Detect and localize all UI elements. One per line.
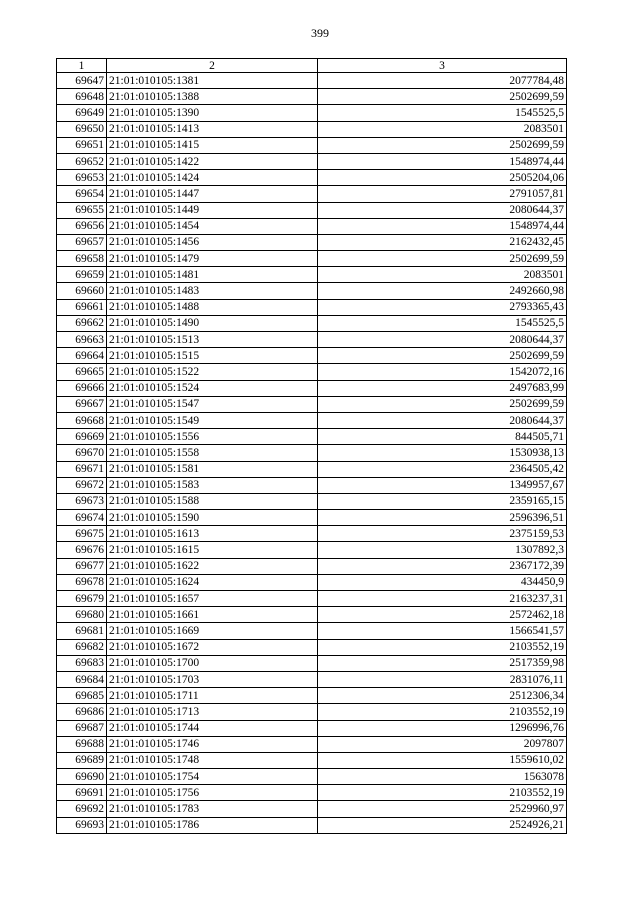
cadastral-number-cell: 21:01:010105:1454 [107, 218, 318, 234]
table-row [57, 332, 567, 348]
row-number-cell: 69674 [57, 510, 107, 526]
cadastral-number-cell: 21:01:010105:1711 [107, 688, 318, 704]
cadastral-number-cell: 21:01:010105:1703 [107, 671, 318, 687]
row-number-cell: 69692 [57, 801, 107, 817]
cadastral-value-cell: 2572462,18 [318, 607, 567, 623]
table-row [57, 801, 567, 817]
cadastral-value-cell: 2080644,37 [318, 412, 567, 428]
table-row [57, 558, 567, 574]
row-number-cell: 69660 [57, 283, 107, 299]
cadastral-number-cell: 21:01:010105:1456 [107, 234, 318, 250]
cadastral-value-cell: 1563078 [318, 769, 567, 785]
cadastral-number-cell: 21:01:010105:1415 [107, 137, 318, 153]
table-row [57, 89, 567, 105]
row-number-cell: 69667 [57, 396, 107, 412]
cadastral-value-cell: 1545525,5 [318, 315, 567, 331]
cadastral-value-cell: 1566541,57 [318, 623, 567, 639]
cadastral-number-cell: 21:01:010105:1700 [107, 655, 318, 671]
row-number-cell: 69675 [57, 526, 107, 542]
cadastral-number-cell: 21:01:010105:1581 [107, 461, 318, 477]
cadastral-value-cell: 2359165,15 [318, 493, 567, 509]
table-row [57, 639, 567, 655]
cadastral-value-cell: 2791057,81 [318, 186, 567, 202]
table-row [57, 769, 567, 785]
row-number-cell: 69676 [57, 542, 107, 558]
cadastral-number-cell: 21:01:010105:1424 [107, 170, 318, 186]
cadastral-value-cell: 2512306,34 [318, 688, 567, 704]
table-row [57, 170, 567, 186]
row-number-cell: 69685 [57, 688, 107, 704]
table-row [57, 73, 567, 89]
cadastral-number-cell: 21:01:010105:1615 [107, 542, 318, 558]
table-row [57, 785, 567, 801]
page-number: 399 [311, 26, 329, 40]
cadastral-value-cell: 2083501 [318, 121, 567, 137]
table-row [57, 704, 567, 720]
cadastral-value-cell: 2502699,59 [318, 251, 567, 267]
table-row [57, 121, 567, 137]
table-row [57, 688, 567, 704]
cadastral-number-cell: 21:01:010105:1786 [107, 817, 318, 833]
table-row [57, 445, 567, 461]
row-number-cell: 69687 [57, 720, 107, 736]
cadastral-number-cell: 21:01:010105:1422 [107, 153, 318, 169]
row-number-cell: 69691 [57, 785, 107, 801]
column-header-1: 1 [57, 59, 107, 73]
cadastral-number-cell: 21:01:010105:1522 [107, 364, 318, 380]
row-number-cell: 69673 [57, 493, 107, 509]
table-row [57, 105, 567, 121]
cadastral-value-cell: 2502699,59 [318, 137, 567, 153]
cadastral-value-cell: 2505204,06 [318, 170, 567, 186]
table-body [57, 73, 567, 834]
cadastral-number-cell: 21:01:010105:1381 [107, 73, 318, 89]
cadastral-number-cell: 21:01:010105:1713 [107, 704, 318, 720]
table-row [57, 817, 567, 833]
table-row [57, 429, 567, 445]
cadastral-number-cell: 21:01:010105:1556 [107, 429, 318, 445]
cadastral-value-cell: 2080644,37 [318, 332, 567, 348]
cadastral-number-cell: 21:01:010105:1483 [107, 283, 318, 299]
row-number-cell: 69680 [57, 607, 107, 623]
cadastral-number-cell: 21:01:010105:1524 [107, 380, 318, 396]
cadastral-value-cell: 2163237,31 [318, 591, 567, 607]
cadastral-value-cell: 2083501 [318, 267, 567, 283]
cadastral-number-cell: 21:01:010105:1413 [107, 121, 318, 137]
cadastral-number-cell: 21:01:010105:1547 [107, 396, 318, 412]
cadastral-value-cell: 2103552,19 [318, 639, 567, 655]
table-row [57, 186, 567, 202]
table-row [57, 671, 567, 687]
table-row [57, 477, 567, 493]
cadastral-value-cell: 1542072,16 [318, 364, 567, 380]
row-number-cell: 69661 [57, 299, 107, 315]
cadastral-number-cell: 21:01:010105:1549 [107, 412, 318, 428]
cadastral-value-cell: 1548974,44 [318, 218, 567, 234]
cadastral-value-cell: 2077784,48 [318, 73, 567, 89]
table-row [57, 153, 567, 169]
cadastral-value-cell: 2097807 [318, 736, 567, 752]
cadastral-value-cell: 2162432,45 [318, 234, 567, 250]
cadastral-value-cell: 1559610,02 [318, 752, 567, 768]
table-row [57, 234, 567, 250]
table-row [57, 591, 567, 607]
table-row [57, 137, 567, 153]
row-number-cell: 69678 [57, 574, 107, 590]
cadastral-number-cell: 21:01:010105:1622 [107, 558, 318, 574]
row-number-cell: 69682 [57, 639, 107, 655]
row-number-cell: 69679 [57, 591, 107, 607]
table-row [57, 396, 567, 412]
row-number-cell: 69650 [57, 121, 107, 137]
row-number-cell: 69677 [57, 558, 107, 574]
header-row [57, 59, 567, 73]
cadastral-value-cell: 2831076,11 [318, 671, 567, 687]
cadastral-number-cell: 21:01:010105:1624 [107, 574, 318, 590]
row-number-cell: 69658 [57, 251, 107, 267]
cadastral-value-cell: 1545525,5 [318, 105, 567, 121]
cadastral-value-cell: 1349957,67 [318, 477, 567, 493]
cadastral-value-cell: 1296996,76 [318, 720, 567, 736]
cadastral-value-cell: 2502699,59 [318, 348, 567, 364]
column-header-2: 2 [107, 59, 318, 73]
row-number-cell: 69672 [57, 477, 107, 493]
row-number-cell: 69689 [57, 752, 107, 768]
row-number-cell: 69654 [57, 186, 107, 202]
row-number-cell: 69668 [57, 412, 107, 428]
cadastral-value-cell: 2502699,59 [318, 396, 567, 412]
table-row [57, 655, 567, 671]
table-header [57, 59, 567, 73]
cadastral-number-cell: 21:01:010105:1754 [107, 769, 318, 785]
cadastral-value-cell: 2103552,19 [318, 785, 567, 801]
cadastral-number-cell: 21:01:010105:1449 [107, 202, 318, 218]
table-row [57, 461, 567, 477]
cadastral-value-cell: 1530938,13 [318, 445, 567, 461]
row-number-cell: 69693 [57, 817, 107, 833]
row-number-cell: 69663 [57, 332, 107, 348]
table-row [57, 380, 567, 396]
table-row [57, 510, 567, 526]
cadastral-number-cell: 21:01:010105:1488 [107, 299, 318, 315]
cadastral-value-cell: 844505,71 [318, 429, 567, 445]
cadastral-number-cell: 21:01:010105:1783 [107, 801, 318, 817]
column-header-3: 3 [318, 59, 567, 73]
cadastral-value-cell: 1548974,44 [318, 153, 567, 169]
cadastral-value-cell: 2497683,99 [318, 380, 567, 396]
table-row [57, 720, 567, 736]
cadastral-number-cell: 21:01:010105:1744 [107, 720, 318, 736]
row-number-cell: 69686 [57, 704, 107, 720]
table-row [57, 574, 567, 590]
table-row [57, 283, 567, 299]
cadastral-number-cell: 21:01:010105:1657 [107, 591, 318, 607]
table-row [57, 412, 567, 428]
table-row [57, 607, 567, 623]
cadastral-value-cell: 1307892,3 [318, 542, 567, 558]
cadastral-value-cell: 2364505,42 [318, 461, 567, 477]
cadastral-number-cell: 21:01:010105:1481 [107, 267, 318, 283]
cadastral-value-cell: 2529960,97 [318, 801, 567, 817]
cadastral-value-cell: 434450,9 [318, 574, 567, 590]
cadastral-value-cell: 2793365,43 [318, 299, 567, 315]
cadastral-number-cell: 21:01:010105:1672 [107, 639, 318, 655]
cadastral-value-cell: 2367172,39 [318, 558, 567, 574]
row-number-cell: 69647 [57, 73, 107, 89]
cadastral-value-cell: 2517359,98 [318, 655, 567, 671]
row-number-cell: 69683 [57, 655, 107, 671]
row-number-cell: 69664 [57, 348, 107, 364]
table-row [57, 364, 567, 380]
cadastral-number-cell: 21:01:010105:1661 [107, 607, 318, 623]
table-row [57, 251, 567, 267]
cadastral-number-cell: 21:01:010105:1490 [107, 315, 318, 331]
row-number-cell: 69659 [57, 267, 107, 283]
row-number-cell: 69670 [57, 445, 107, 461]
row-number-cell: 69669 [57, 429, 107, 445]
cadastral-value-cell: 2524926,21 [318, 817, 567, 833]
row-number-cell: 69653 [57, 170, 107, 186]
table-row [57, 542, 567, 558]
cadastral-number-cell: 21:01:010105:1447 [107, 186, 318, 202]
cadastral-number-cell: 21:01:010105:1748 [107, 752, 318, 768]
row-number-cell: 69681 [57, 623, 107, 639]
row-number-cell: 69655 [57, 202, 107, 218]
cadastral-value-cell: 2080644,37 [318, 202, 567, 218]
table-row [57, 623, 567, 639]
row-number-cell: 69688 [57, 736, 107, 752]
table-row [57, 736, 567, 752]
cadastral-value-cell: 2502699,59 [318, 89, 567, 105]
table-row [57, 218, 567, 234]
row-number-cell: 69665 [57, 364, 107, 380]
cadastral-value-cell: 2596396,51 [318, 510, 567, 526]
row-number-cell: 69666 [57, 380, 107, 396]
cadastral-value-cell: 2103552,19 [318, 704, 567, 720]
cadastral-value-table [56, 58, 567, 834]
table-row [57, 299, 567, 315]
table-row [57, 493, 567, 509]
row-number-cell: 69671 [57, 461, 107, 477]
row-number-cell: 69662 [57, 315, 107, 331]
cadastral-number-cell: 21:01:010105:1756 [107, 785, 318, 801]
cadastral-number-cell: 21:01:010105:1513 [107, 332, 318, 348]
row-number-cell: 69648 [57, 89, 107, 105]
row-number-cell: 69656 [57, 218, 107, 234]
row-number-cell: 69684 [57, 671, 107, 687]
row-number-cell: 69690 [57, 769, 107, 785]
cadastral-number-cell: 21:01:010105:1669 [107, 623, 318, 639]
table-row [57, 752, 567, 768]
table-row [57, 315, 567, 331]
table-row [57, 267, 567, 283]
cadastral-number-cell: 21:01:010105:1583 [107, 477, 318, 493]
cadastral-number-cell: 21:01:010105:1479 [107, 251, 318, 267]
table-row [57, 526, 567, 542]
cadastral-value-cell: 2375159,53 [318, 526, 567, 542]
cadastral-number-cell: 21:01:010105:1388 [107, 89, 318, 105]
cadastral-number-cell: 21:01:010105:1390 [107, 105, 318, 121]
cadastral-number-cell: 21:01:010105:1558 [107, 445, 318, 461]
row-number-cell: 69649 [57, 105, 107, 121]
row-number-cell: 69652 [57, 153, 107, 169]
cadastral-value-cell: 2492660,98 [318, 283, 567, 299]
cadastral-number-cell: 21:01:010105:1613 [107, 526, 318, 542]
row-number-cell: 69657 [57, 234, 107, 250]
cadastral-number-cell: 21:01:010105:1515 [107, 348, 318, 364]
cadastral-number-cell: 21:01:010105:1590 [107, 510, 318, 526]
cadastral-number-cell: 21:01:010105:1588 [107, 493, 318, 509]
table-row [57, 348, 567, 364]
row-number-cell: 69651 [57, 137, 107, 153]
table-row [57, 202, 567, 218]
cadastral-number-cell: 21:01:010105:1746 [107, 736, 318, 752]
